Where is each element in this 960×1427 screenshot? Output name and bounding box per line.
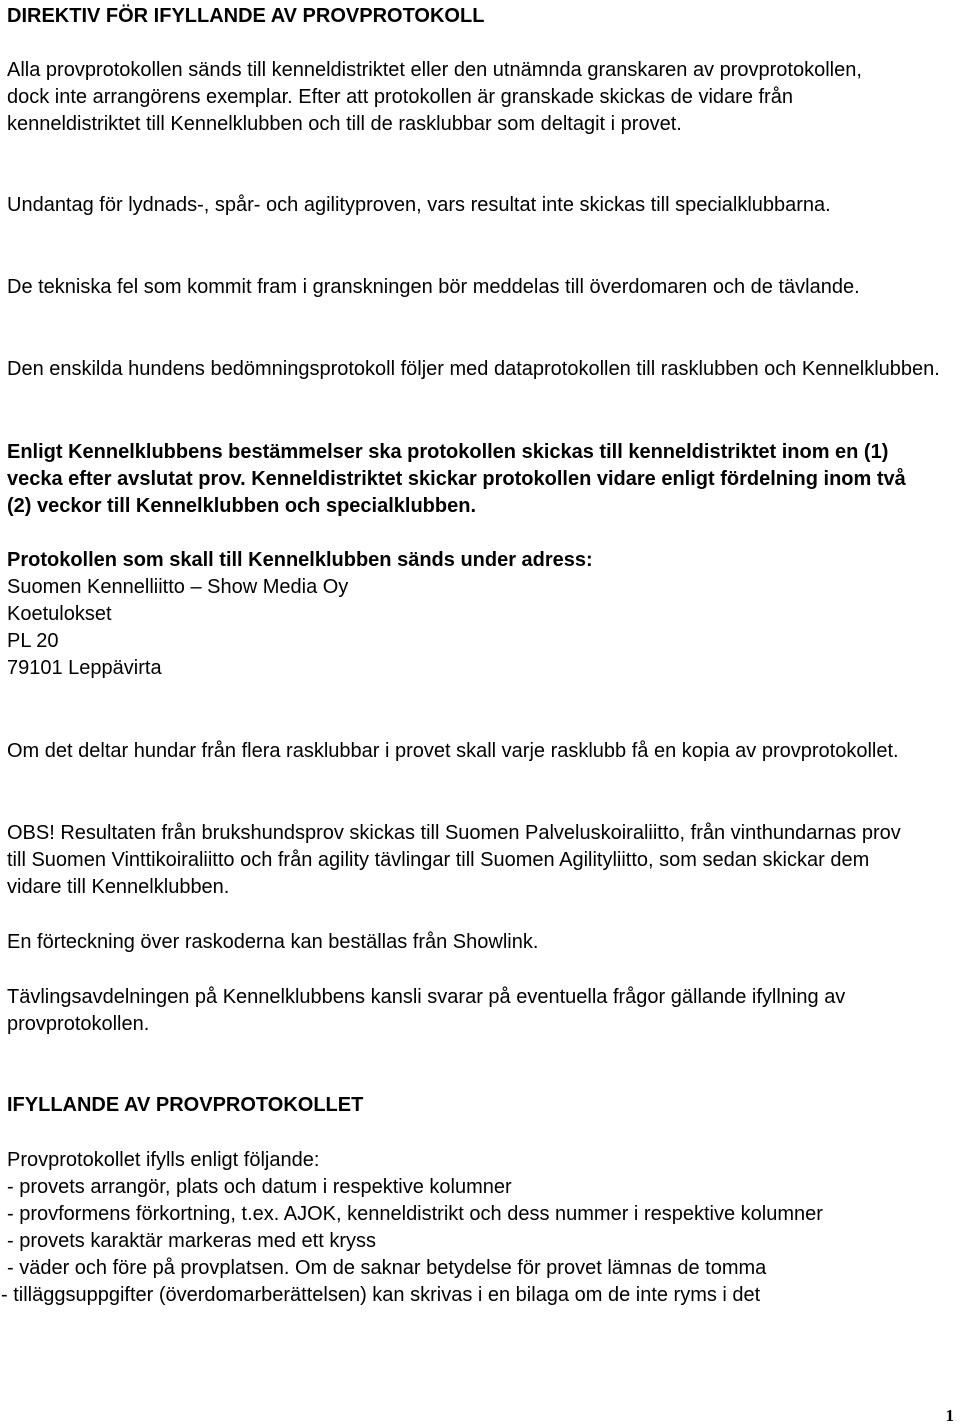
list-item: - provets arrangör, plats och datum i respektive kolumner xyxy=(7,1176,512,1198)
list-item: - provformens förkortning, t.ex. AJOK, kenneldistrikt och dess nummer i respektive kolumner xyxy=(7,1203,823,1225)
paragraph-submission: Alla provprotokollen sänds till kenneldistriktet eller den utnämnda granskaren av provprotokollen, dock inte arrangörens exemplar. Efter att protokollen är granskade skickas de vidare från kenneldistriktet till Kennelklubben och till de rasklubbar som deltagit i provet. xyxy=(7,59,862,135)
paragraph-obs: OBS! Resultaten från brukshundsprov skickas till Suomen Palveluskoiraliitto, från vinthundarnas prov till Suomen Vinttikoiraliitto och från agility tävlingar till Suomen Agilityliitto, som sedan skickar dem vidare till Kennelklubben. xyxy=(7,822,901,898)
paragraph-multiple-clubs: Om det deltar hundar från flera rasklubbar i provet skall varje rasklubb få en kopia av provprotokollet. xyxy=(7,740,899,762)
address-line-department: Koetulokset xyxy=(7,603,112,625)
paragraph-contact: Tävlingsavdelningen på Kennelklubbens kansli svarar på eventuella frågor gällande ifyllning av provprotokollen. xyxy=(7,986,846,1035)
address-line-organization: Suomen Kennelliitto – Show Media Oy xyxy=(7,576,349,598)
paragraph-technical-errors: De tekniska fel som kommit fram i granskningen bör meddelas till överdomaren och de tävlande. xyxy=(7,276,860,298)
instructions-intro: Provprotokollet ifylls enligt följande: xyxy=(7,1149,320,1171)
list-item: - väder och före på provplatsen. Om de saknar betydelse för provet lämnas de tomma xyxy=(7,1257,767,1279)
paragraph-exception: Undantag för lydnads-, spår- och agilityproven, vars resultat inte skickas till specialklubbarna. xyxy=(7,194,831,216)
paragraph-individual-protocol: Den enskilda hundens bedömningsprotokoll följer med dataprotokollen till rasklubben och Kennelklubben. xyxy=(7,358,940,380)
section-title-filling: IFYLLANDE AV PROVPROTOKOLLET xyxy=(7,1094,364,1116)
paragraph-deadlines: Enligt Kennelklubbens bestämmelser ska protokollen skickas till kenneldistriktet inom en (1) vecka efter avslutat prov. Kenneldistriktet skickar protokollen vidare enligt fördelning inom två (2) veckor till Kennelklubben och specialklubben. xyxy=(7,441,906,517)
address-line-po-box: PL 20 xyxy=(7,630,59,652)
filling-instructions xyxy=(1,1147,947,1309)
document-title: DIREKTIV FÖR IFYLLANDE AV PROVPROTOKOLL xyxy=(7,5,485,27)
page-number: 1 xyxy=(945,1406,954,1425)
paragraph-breed-codes: En förteckning över raskoderna kan beställas från Showlink. xyxy=(7,931,539,953)
address-heading: Protokollen som skall till Kennelklubben sänds under adress: xyxy=(7,549,593,571)
list-item: - provets karaktär markeras med ett kryss xyxy=(7,1230,376,1252)
address-block xyxy=(7,547,947,682)
address-line-postal-city: 79101 Leppävirta xyxy=(7,657,162,679)
list-item: - tilläggsuppgifter (överdomarberättelsen) kan skrivas i en bilaga om de inte ryms i det xyxy=(1,1284,761,1306)
